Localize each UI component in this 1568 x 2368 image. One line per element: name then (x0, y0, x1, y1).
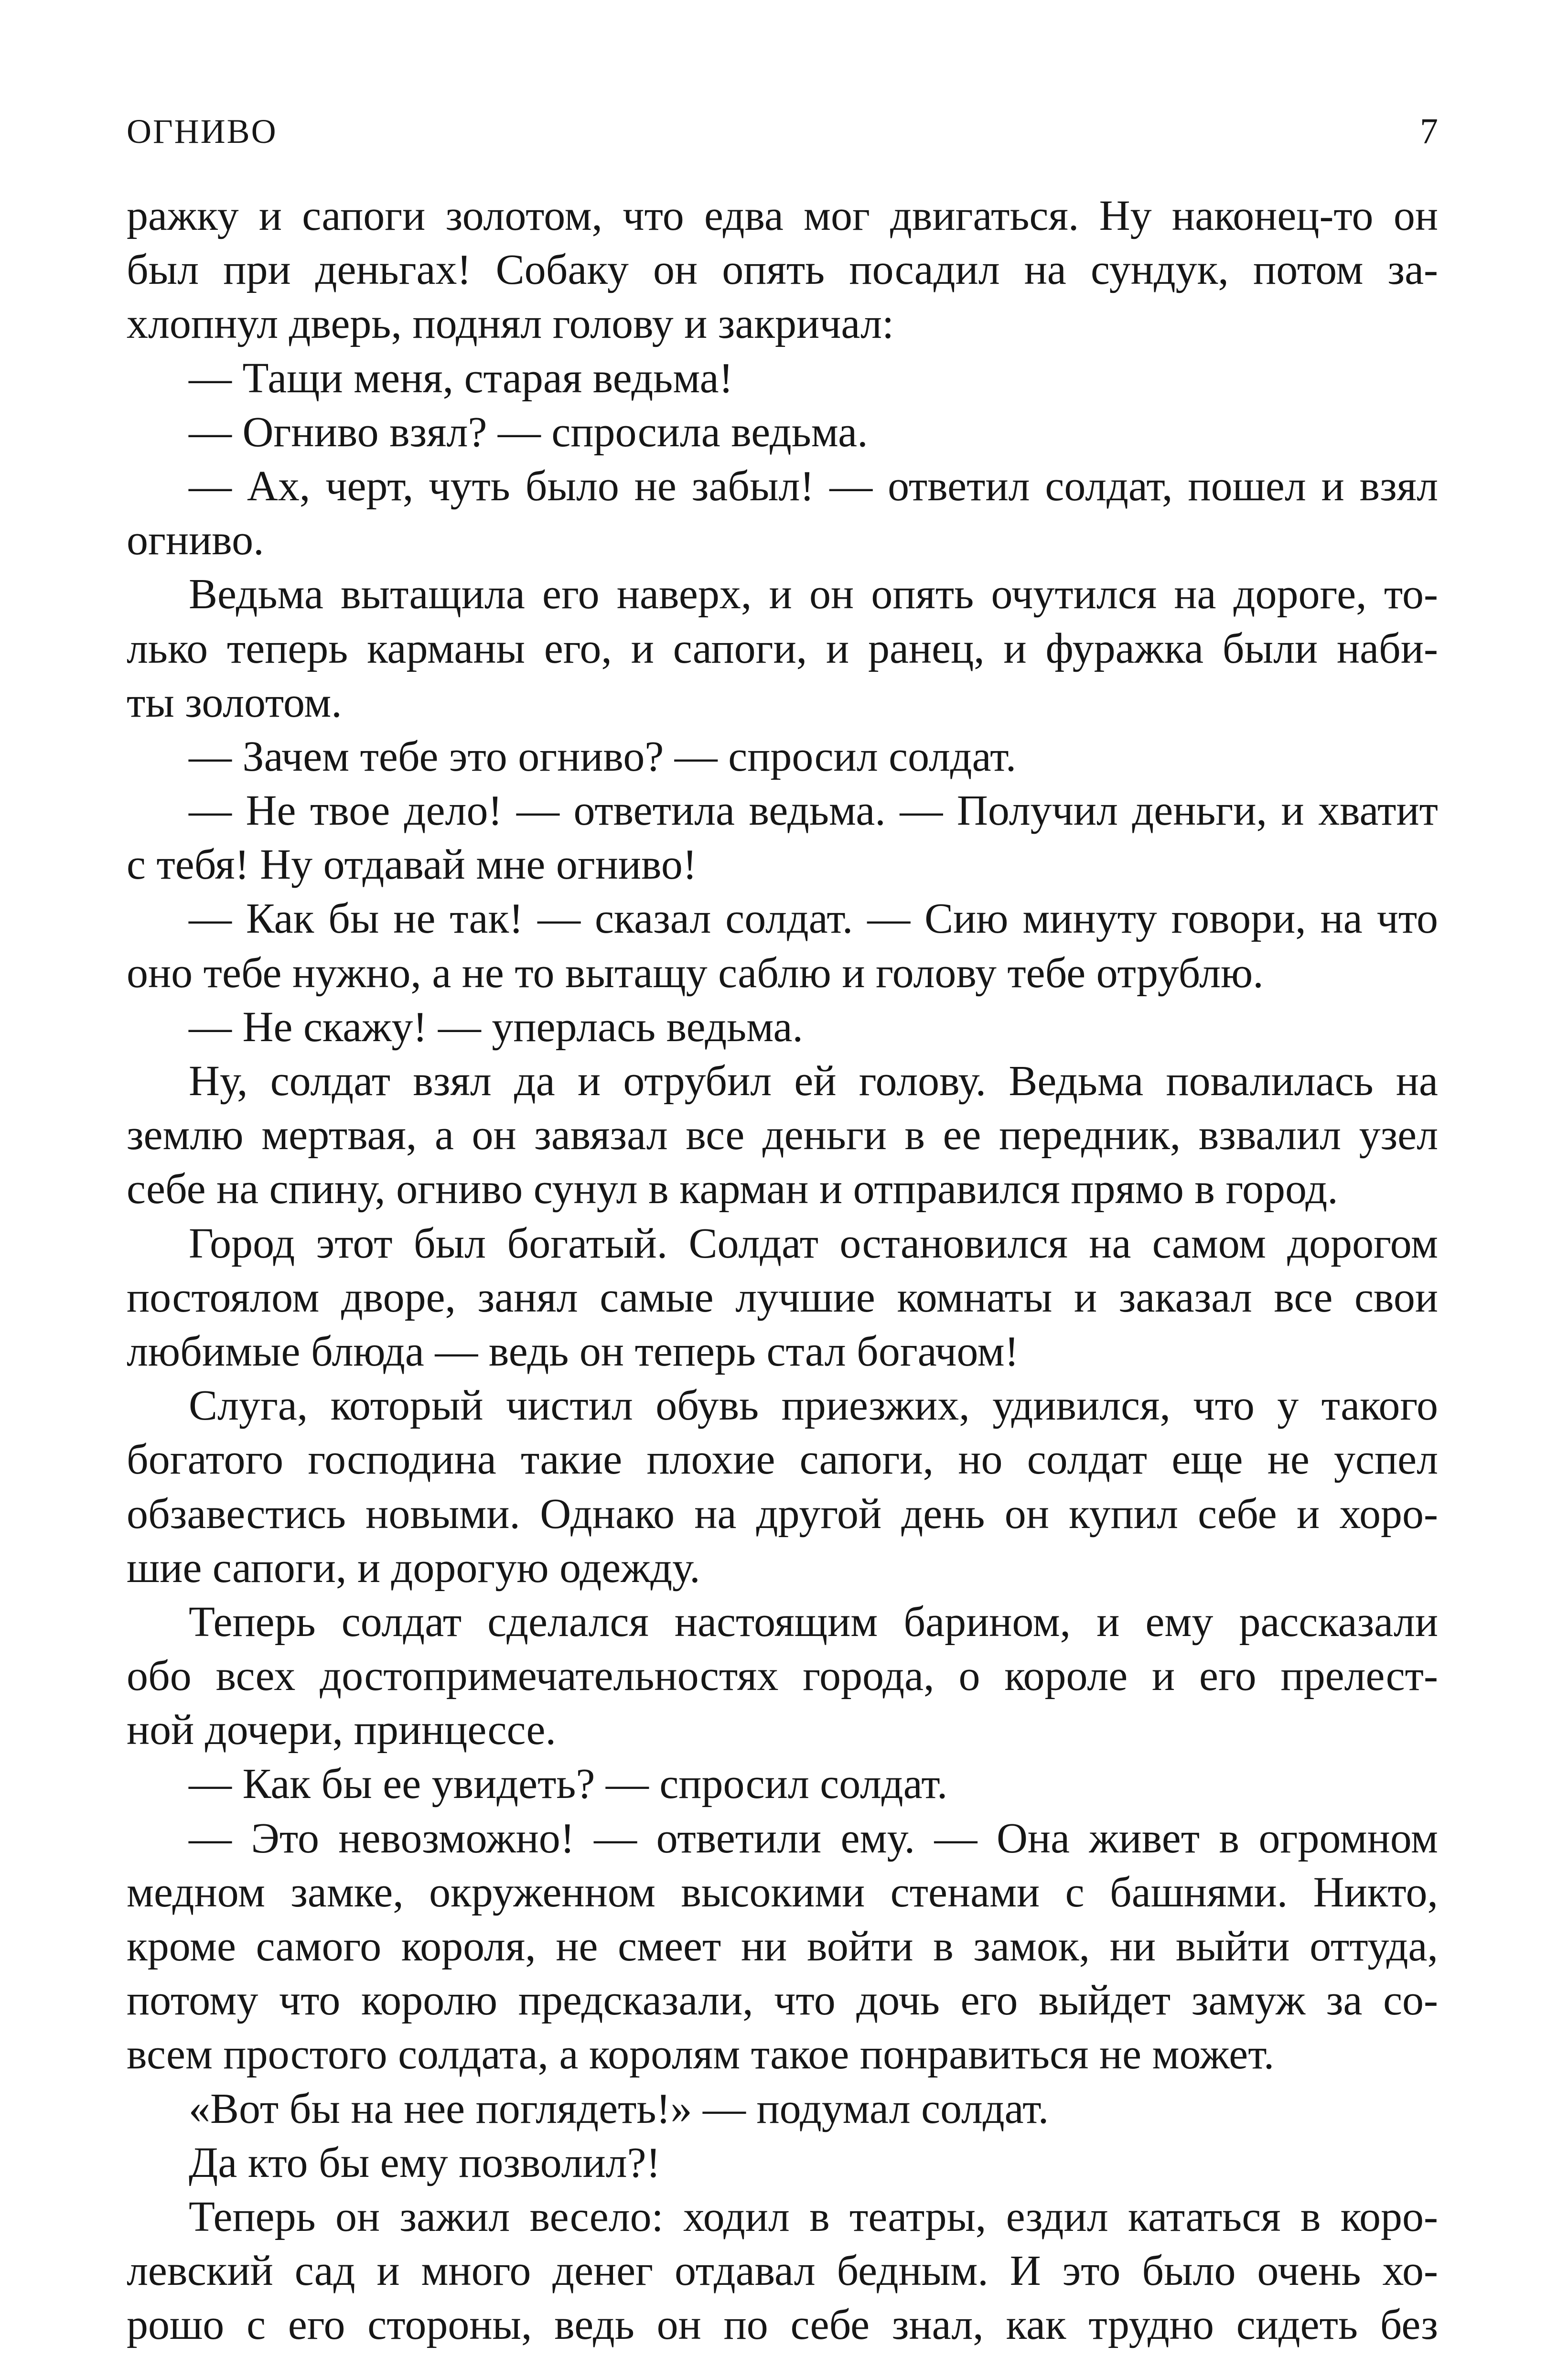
text-line: хлопнул дверь, поднял голову и закричал: (127, 300, 894, 348)
text-line: — Не скажу! — уперлась ведьма. (189, 1003, 803, 1051)
text-line: был при деньгах! Собаку он опять посадил на сундук, потом за- (127, 246, 1438, 294)
text-line: левский сад и много денег отдавал бедным. И это было очень хо- (127, 2247, 1438, 2295)
text-line: ражку и сапоги золотом, что едва мог двигаться. Ну наконец-то он (127, 192, 1438, 239)
text-line: — Это невозможно! — ответили ему. — Она живет в огромном (189, 1814, 1438, 1862)
text-line: Да кто бы ему позволил?! (189, 2139, 661, 2186)
text-line: землю мертвая, а он завязал все деньги в ее передник, взвалил узел (127, 1111, 1438, 1159)
text-line: постоялом дворе, занял самые лучшие комнаты и заказал все свои (127, 1273, 1438, 1321)
text-line: Ну, солдат взял да и отрубил ей голову. Ведьма повалилась на (189, 1057, 1438, 1105)
text-line: — Как бы не так! — сказал солдат. — Сию минуту говори, на что (189, 895, 1438, 943)
text-line: богатого господина такие плохие сапоги, но солдат еще не успел (127, 1436, 1438, 1484)
text-line: — Тащи меня, старая ведьма! (189, 354, 733, 402)
running-title: ОГНИВО (127, 112, 278, 151)
text-line: потому что королю предсказали, что дочь его выйдет замуж за со- (127, 1977, 1438, 2024)
text-line: «Вот бы на нее поглядеть!» — подумал солдат. (189, 2085, 1049, 2132)
text-line: Теперь солдат сделался настоящим барином, и ему рассказали (189, 1598, 1438, 1646)
text-line: всем простого солдата, а королям такое понравиться не может. (127, 2031, 1275, 2078)
running-head (127, 108, 1438, 160)
text-line: медном замке, окруженном высокими стенами с башнями. Никто, (127, 1868, 1438, 1916)
text-line: оно тебе нужно, а не то вытащу саблю и голову тебе отрублю. (127, 949, 1264, 997)
text-line: ты золотом. (127, 678, 342, 726)
text-line: шие сапоги, и дорогую одежду. (127, 1544, 700, 1592)
text-line: — Огниво взял? — спросила ведьма. (189, 408, 868, 456)
text-line: Теперь он зажил весело: ходил в театры, ездил кататься в коро- (189, 2193, 1438, 2240)
text-line: любимые блюда — ведь он теперь стал богачом! (127, 1327, 1019, 1375)
text-line: кроме самого короля, не смеет ни войти в замок, ни выйти оттуда, (127, 1923, 1438, 1970)
page-number: 7 (1420, 111, 1438, 151)
text-line: лько теперь карманы его, и сапоги, и ранец, и фуражка были наби- (127, 624, 1438, 672)
text-line: — Зачем тебе это огниво? — спросил солдат. (189, 732, 1017, 780)
text-line: обзавестись новыми. Однако на другой день он купил себе и хоро- (127, 1490, 1438, 1538)
text-line: Ведьма вытащила его наверх, и он опять очутился на дороге, то- (189, 570, 1438, 618)
text-line: ной дочери, принцессе. (127, 1706, 556, 1754)
text-line: — Как бы ее увидеть? — спросил солдат. (189, 1760, 948, 1808)
text-line: — Не твое дело! — ответила ведьма. — Получил деньги, и хватит (189, 787, 1438, 835)
text-line: — Ах, черт, чуть было не забыл! — ответил солдат, пошел и взял (189, 462, 1438, 510)
text-line: Город этот был богатый. Солдат остановился на самом дорогом (189, 1219, 1438, 1267)
text-line: с тебя! Ну отдавай мне огниво! (127, 841, 697, 889)
text-line: Слуга, который чистил обувь приезжих, удивился, что у такого (189, 1382, 1438, 1430)
text-line: огниво. (127, 517, 264, 564)
body-text (127, 189, 1438, 2352)
text-line: рошо с его стороны, ведь он по себе знал, как трудно сидеть без (127, 2301, 1438, 2349)
text-line: обо всех достопримечательностях города, о короле и его прелест- (127, 1652, 1438, 1700)
text-line: себе на спину, огниво сунул в карман и отправился прямо в город. (127, 1165, 1338, 1213)
